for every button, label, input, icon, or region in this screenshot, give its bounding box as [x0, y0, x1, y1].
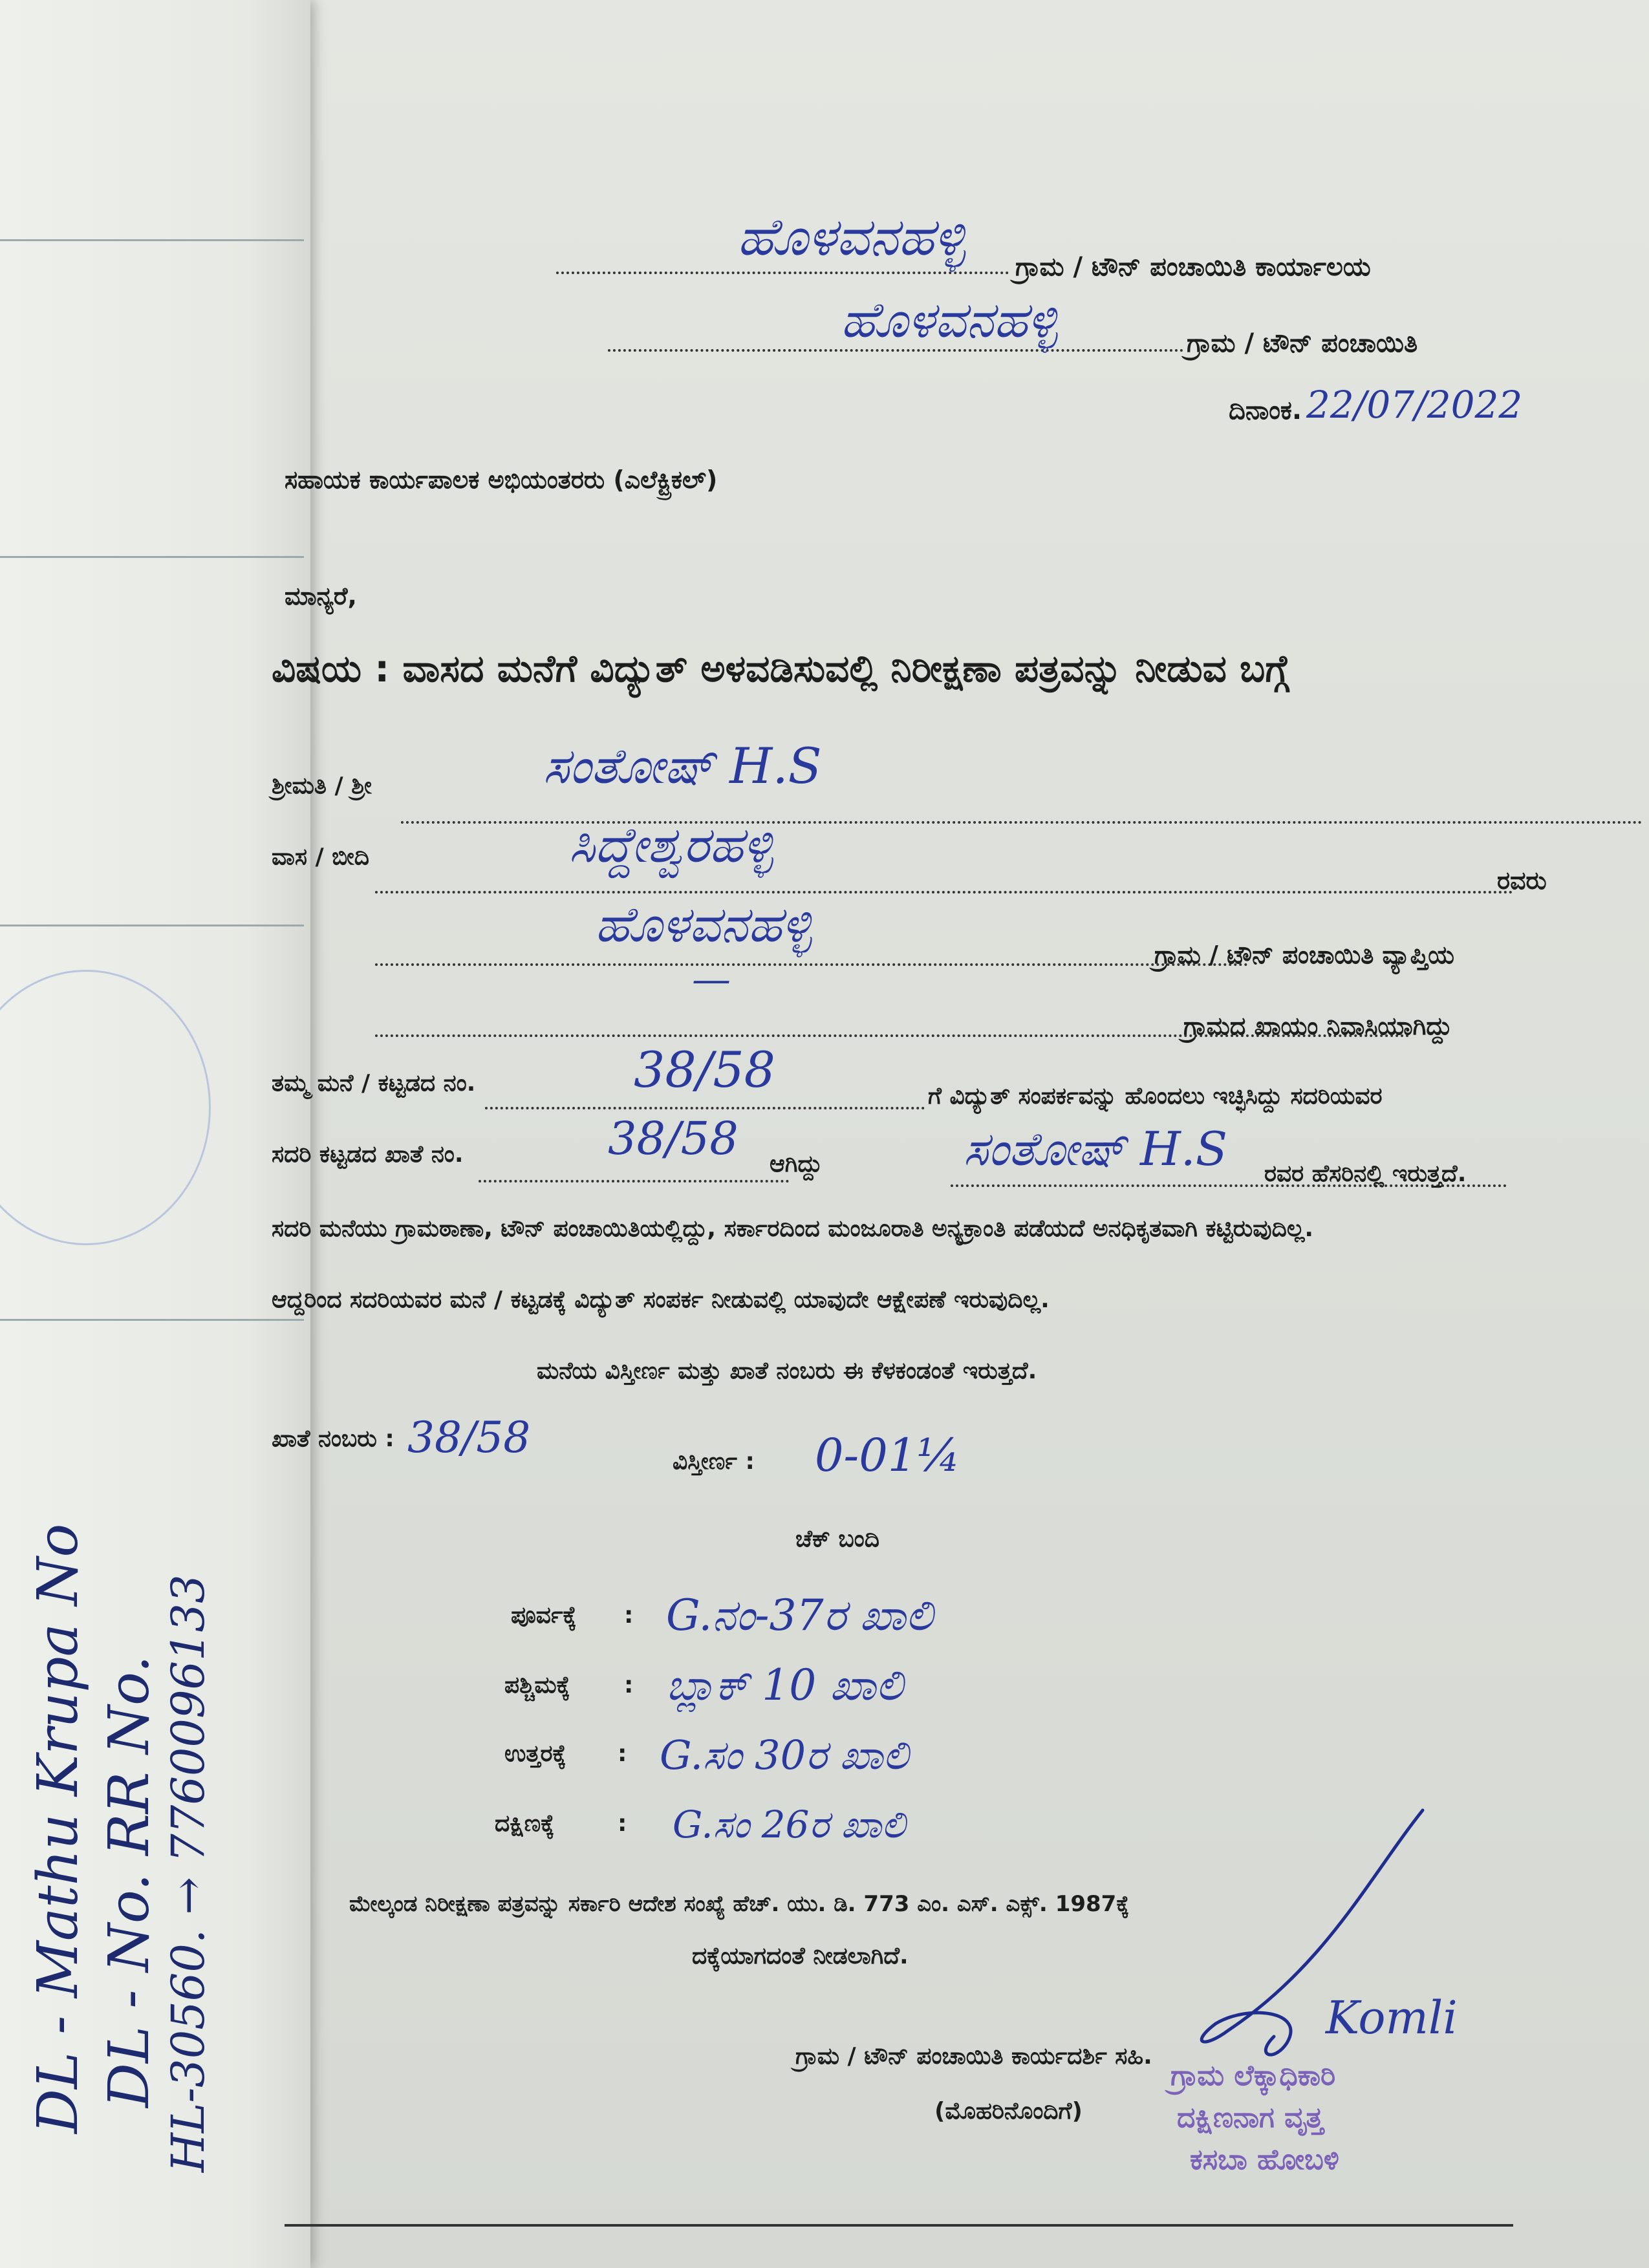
north-value: G.ಸಂ 30ರ ಖಾಲಿ: [660, 1731, 909, 1779]
west-value: ಬ್ಲಾಕ್ 10 ಖಾಲಿ: [666, 1660, 903, 1710]
dotted-line: [375, 963, 1248, 966]
order-line: ಮೇಲ್ಕಂಡ ನಿರೀಕ್ಷಣಾ ಪತ್ರವನ್ನು ಸರ್ಕಾರಿ ಆದೇಶ ಸಂಖ್ಯೆ ಹೆಚ್. ಯು. ಡಿ. 773 ಎಂ. ಎಸ್. ಎಕ್ಸ್. 1987ಕ್ಕೆ: [349, 1891, 1130, 1917]
date-label: ದಿನಾಂಕ.: [1229, 396, 1302, 425]
boundaries-title: ಚೆಕ್ ಬಂದಿ: [795, 1526, 880, 1552]
place-label: ವಾಸ / ಬೀದಿ: [272, 844, 369, 870]
south-value: G.ಸಂ 26ರ ಖಾಲಿ: [673, 1803, 906, 1846]
village-value: ಹೊಳವನಹಳ್ಳಿ: [595, 895, 812, 953]
inspection-letter: [272, 0, 1649, 2268]
divider: [0, 556, 304, 558]
village-office-handwritten: ಹೊಳವನಹಳ್ಳಿ: [737, 207, 966, 267]
divider: [0, 1319, 304, 1321]
bottom-rule: [285, 2224, 1513, 2227]
colon: :: [624, 1602, 634, 1629]
place-value: ಸಿದ್ದೇಶ್ವರಹಳ್ಳಿ: [569, 816, 773, 873]
north-label: ಉತ್ತರಕ್ಕೆ: [504, 1740, 566, 1767]
house-no-label: ತಮ್ಮ ಮನೆ / ಕಟ್ಟಡದ ನಂ.: [272, 1070, 476, 1097]
area-value: 0-01¼: [815, 1429, 961, 1482]
paragraph-1: ಸದರಿ ಮನೆಯು ಗ್ರಾಮಠಾಣಾ, ಟೌನ್ ಪಂಚಾಯಿತಿಯಲ್ಲಿದ್ದು, ಸರ್ಕಾರದಿಂದ ಮಂಜೂರಾತಿ ಅನ್ಯಕ್ರಾಂತಿ ಪಡೆಯದೆ ಅನಧಿಕೃತವಾಗಿ ಕಟ್ಟಿರುವುದಿಲ್ಲ.: [272, 1215, 1314, 1242]
owner-value: ಸಂತೋಷ್ H.S: [964, 1122, 1228, 1176]
date-value: 22/07/2022: [1306, 383, 1523, 427]
back-page-strip: [0, 0, 310, 2268]
back-handwriting-1: DL - Mathu Krupa No: [26, 1523, 91, 2134]
west-label: ಪಶ್ಚಿಮಕ್ಕೆ: [504, 1672, 570, 1698]
gp-jurisdiction-label: ಗ್ರಾಮ / ಟೌನ್ ಪಂಚಾಯಿತಿ ವ್ಯಾಪ್ತಿಯ: [1154, 941, 1454, 969]
aagiddu-label: ಆಗಿದ್ದು: [770, 1151, 823, 1177]
paragraph-2: ಆದ್ದರಿಂದ ಸದರಿಯವರ ಮನೆ / ಕಟ್ಟಡಕ್ಕೆ ವಿದ್ಯುತ್ ಸಂಪರ್ಕ ನೀಡುವಲ್ಲಿ ಯಾವುದೇ ಆಕ್ಷೇಪಣೆ ಇರುವುದಿಲ್ಲ.: [272, 1287, 1050, 1313]
house-no-value: 38/58: [634, 1041, 776, 1098]
stamp-line-3: ಕಸಬಾ ಹೋಬಳಿ: [1190, 2143, 1339, 2176]
dotted-line: [375, 891, 1513, 893]
seal-note: (ಮೊಹರಿನೊಂದಿಗೆ): [934, 2098, 1083, 2124]
dash-value: —: [692, 957, 731, 1002]
stamp-line-2: ದಕ್ಷಿಣನಾಗ ವೃತ್ತ: [1177, 2101, 1324, 2134]
divider: [0, 239, 304, 241]
ravaru-label: ರವರು: [1497, 866, 1547, 895]
dotted-line: [479, 1180, 789, 1182]
signature: Komli: [1326, 1991, 1458, 2044]
back-handwriting-2: DL - No. RR No.: [97, 1655, 162, 2108]
stamp-line-1: ಗ್ರಾಮ ಲೆಕ್ಕಾಧಿಕಾರಿ: [1170, 2059, 1336, 2092]
paragraph-3: ಮನೆಯ ವಿಸ್ತೀರ್ಣ ಮತ್ತು ಖಾತೆ ನಂಬರು ಈ ಕೆಳಕಂಡಂತೆ ಇರುತ್ತದೆ.: [537, 1358, 1037, 1384]
khata-no-label: ಖಾತೆ ನಂಬರು :: [272, 1426, 394, 1452]
back-handwriting-3: HL-30560. → 7760096133: [162, 1574, 215, 2172]
salutation: ಮಾನ್ಯರೆ,: [285, 582, 357, 610]
south-label: ದಕ್ಷಿಣಕ್ಕೆ: [495, 1810, 555, 1837]
resident-label: ಗ್ರಾಮದ ಖಾಯಂ ನಿವಾಸಿಯಾಗಿದ್ದು: [1183, 1012, 1452, 1040]
secretary-signature-label: ಗ್ರಾಮ / ಟೌನ್ ಪಂಚಾಯಿತಿ ಕಾರ್ಯದರ್ಶಿ ಸಹಿ.: [795, 2043, 1152, 2070]
order-line-2: ದಕ್ಕೆಯಾಗದಂತೆ ನೀಡಲಾಗಿದೆ.: [692, 1943, 909, 1969]
name-value: ಸಂತೋಷ್ H.S: [543, 737, 822, 795]
khata-label: ಸದರಿ ಕಟ್ಟಡದ ಖಾತೆ ನಂ.: [272, 1141, 464, 1168]
khata-value: 38/58: [608, 1112, 738, 1165]
dotted-line: [556, 272, 1009, 274]
village-name-handwritten: ಹೊಳವನಹಳ್ಳಿ: [841, 291, 1058, 348]
divider: [0, 925, 304, 926]
khata-no-value: 38/58: [407, 1413, 531, 1462]
east-label: ಪೂರ್ವಕ್ಕೆ: [511, 1602, 577, 1629]
recipient: ಸಹಾಯಕ ಕಾರ್ಯಪಾಲಕ ಅಭಿಯಂತರರು (ಎಲೆಕ್ಟ್ರಿಕಲ್): [285, 465, 718, 494]
faded-stamp-circle: [0, 970, 211, 1245]
colon: :: [618, 1740, 627, 1767]
village-office-label: ಗ್ರಾಮ / ಟೌನ್ ಪಂಚಾಯಿತಿ ಕಾರ್ಯಾಲಯ: [1015, 252, 1371, 282]
village-label: ಗ್ರಾಮ / ಟೌನ್ ಪಂಚಾಯಿತಿ: [1187, 328, 1418, 358]
subject: ವಿಷಯ : ವಾಸದ ಮನೆಗೆ ವಿದ್ಯುತ್ ಅಳವಡಿಸುವಲ್ಲಿ ನಿರೀಕ್ಷಣಾ ಪತ್ರವನ್ನು ನೀಡುವ ಬಗ್ಗೆ: [272, 647, 1289, 690]
house-no-suffix: ಗೆ ವಿದ್ಯುತ್ ಸಂಪರ್ಕವನ್ನು ಹೊಂದಲು ಇಚ್ಛಿಸಿದ್ದು ಸದರಿಯವರ: [928, 1083, 1383, 1109]
name-label: ಶ್ರೀಮತಿ / ಶ್ರೀ: [272, 773, 372, 799]
dotted-line: [485, 1107, 925, 1109]
owner-suffix: ರವರ ಹೆಸರಿನಲ್ಲಿ ಇರುತ್ತದೆ.: [1264, 1161, 1467, 1187]
colon: :: [618, 1810, 627, 1837]
colon: :: [624, 1672, 634, 1698]
east-value: G.ನಂ-37ರ ಖಾಲಿ: [666, 1590, 933, 1640]
area-label: ವಿಸ್ತೀರ್ಣ :: [673, 1448, 755, 1475]
